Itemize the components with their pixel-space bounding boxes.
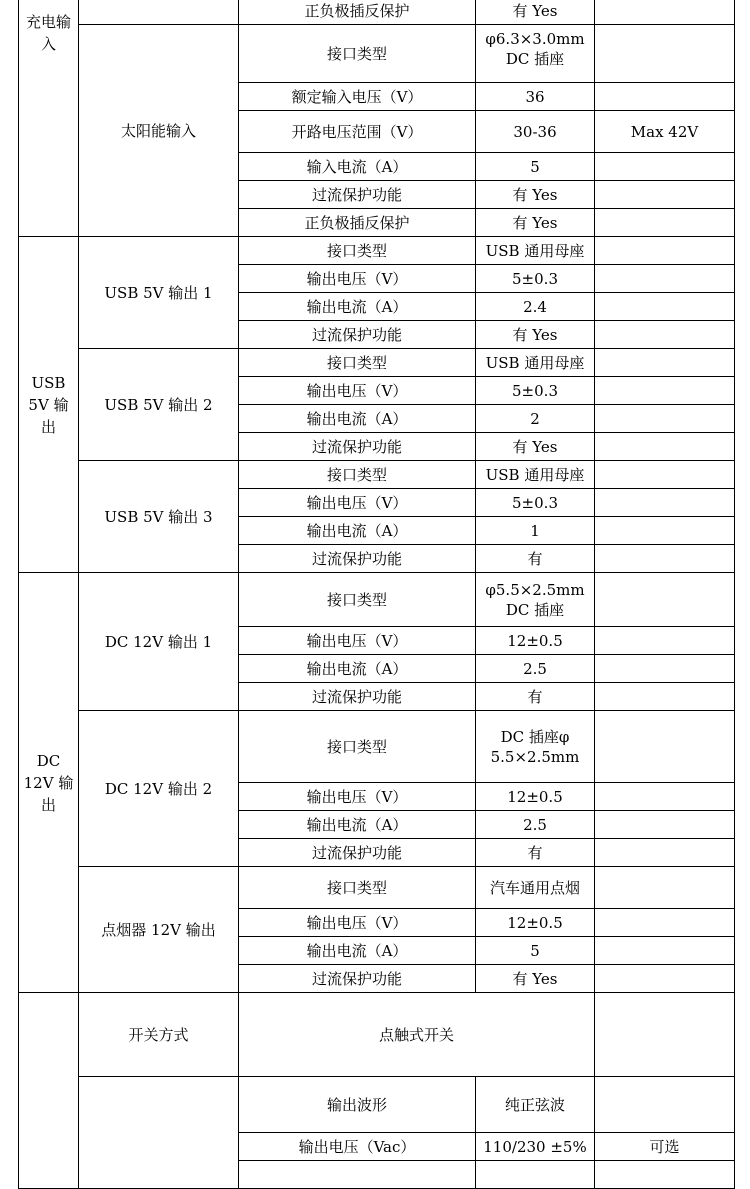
category-cell-ac-output <box>19 993 79 1189</box>
spec-label: 接口类型 <box>239 461 476 489</box>
spec-note <box>595 377 735 405</box>
spec-label: 输出波形 <box>239 1077 476 1133</box>
table-row <box>19 237 735 265</box>
spec-value <box>476 25 595 83</box>
spec-note <box>595 321 735 349</box>
spec-value: 30-36 <box>476 111 595 153</box>
subcategory-cell-cigarette-lighter: 点烟器 12V 输出 <box>79 867 239 993</box>
spec-value: 汽车通用点烟 <box>476 867 595 909</box>
spec-value: 2.5 <box>476 655 595 683</box>
spec-value: 纯正弦波 <box>476 1077 595 1133</box>
category-cell-charge-input: 充电输入 <box>19 0 79 237</box>
spec-value: 有 Yes <box>476 321 595 349</box>
spec-value: 12±0.5 <box>476 909 595 937</box>
table-row <box>19 25 735 83</box>
spec-note <box>595 349 735 377</box>
spec-note: 可选 <box>595 1133 735 1161</box>
spec-label: 开路电压范围（V） <box>239 111 476 153</box>
spec-note <box>595 181 735 209</box>
spec-value: 5±0.3 <box>476 377 595 405</box>
spec-note <box>595 909 735 937</box>
spec-label: 过流保护功能 <box>239 965 476 993</box>
subcategory-cell-dc-1: DC 12V 输出 1 <box>79 573 239 711</box>
spec-note <box>595 839 735 867</box>
subcategory-cell-solar: 太阳能输入 <box>79 25 239 237</box>
spec-label: 接口类型 <box>239 237 476 265</box>
spec-note <box>595 153 735 181</box>
table-row <box>19 867 735 909</box>
spec-label: 接口类型 <box>239 867 476 909</box>
spec-label: 过流保护功能 <box>239 545 476 573</box>
empty-cell <box>79 0 239 25</box>
spec-label: 接口类型 <box>239 711 476 783</box>
spec-note <box>595 209 735 237</box>
spec-note <box>595 937 735 965</box>
spec-note <box>595 293 735 321</box>
subcategory-cell-usb-3: USB 5V 输出 3 <box>79 461 239 573</box>
spec-value: 有 Yes <box>476 209 595 237</box>
subcategory-cell-usb-2: USB 5V 输出 2 <box>79 349 239 461</box>
spec-value: 110/230 ±5% <box>476 1133 595 1161</box>
spec-note <box>595 545 735 573</box>
subcategory-cell-usb-1: USB 5V 输出 1 <box>79 237 239 349</box>
spec-note <box>595 711 735 783</box>
spec-value: 有 <box>476 839 595 867</box>
spec-value: 有 Yes <box>476 965 595 993</box>
spec-label: 输出电流（A） <box>239 937 476 965</box>
spec-note <box>595 83 735 111</box>
category-cell-usb-output: USB 5V 输出 <box>19 237 79 573</box>
spec-value: USB 通用母座 <box>476 461 595 489</box>
spec-label: 输出电压（V） <box>239 265 476 293</box>
spec-note: Max 42V <box>595 111 735 153</box>
spec-label: 输出电压（V） <box>239 377 476 405</box>
spec-value: 5 <box>476 937 595 965</box>
table-row <box>19 573 735 627</box>
table-row <box>19 711 735 783</box>
spec-note <box>595 655 735 683</box>
table-row <box>19 993 735 1077</box>
spec-label: 输出电压（V） <box>239 909 476 937</box>
subcategory-cell-dc-2: DC 12V 输出 2 <box>79 711 239 867</box>
spec-note <box>595 867 735 909</box>
spec-value: 12±0.5 <box>476 783 595 811</box>
spec-note <box>595 265 735 293</box>
spec-value: 36 <box>476 83 595 111</box>
spec-label: 输入电流（A） <box>239 153 476 181</box>
spec-value: USB 通用母座 <box>476 349 595 377</box>
spec-value: 有 Yes <box>476 0 595 25</box>
spec-value: 点触式开关 <box>239 993 595 1077</box>
spec-note <box>595 405 735 433</box>
spec-value: 5±0.3 <box>476 489 595 517</box>
spec-value: 2.4 <box>476 293 595 321</box>
spec-value: 2.5 <box>476 811 595 839</box>
spec-note <box>595 783 735 811</box>
spec-label <box>239 1161 476 1189</box>
spec-value: 5±0.3 <box>476 265 595 293</box>
spec-label: 正负极插反保护 <box>239 209 476 237</box>
spec-label: 接口类型 <box>239 25 476 83</box>
spec-note <box>595 489 735 517</box>
spec-value: 1 <box>476 517 595 545</box>
spec-value: 有 Yes <box>476 433 595 461</box>
spec-note <box>595 0 735 25</box>
spec-note <box>595 993 735 1077</box>
spec-value: DC 插座φ 5.5×2.5mm <box>476 711 595 783</box>
spec-value: 有 <box>476 683 595 711</box>
spec-note <box>595 25 735 83</box>
spec-label: 过流保护功能 <box>239 433 476 461</box>
spec-note <box>595 433 735 461</box>
spec-note <box>595 573 735 627</box>
spec-value: USB 通用母座 <box>476 237 595 265</box>
spec-label: 额定输入电压（V） <box>239 83 476 111</box>
spec-label: 输出电压（V） <box>239 489 476 517</box>
spec-note <box>595 517 735 545</box>
spec-label: 开关方式 <box>79 993 239 1077</box>
spec-note <box>595 811 735 839</box>
spec-value-text: φ6.3×3.0mm DC 插座 <box>485 30 585 68</box>
spec-value: 12±0.5 <box>476 627 595 655</box>
spec-value: 5 <box>476 153 595 181</box>
spec-label: 输出电压（V） <box>239 627 476 655</box>
category-cell-dc-output: DC 12V 输出 <box>19 573 79 993</box>
spec-label: 输出电压（V） <box>239 783 476 811</box>
spec-label: 输出电流（A） <box>239 517 476 545</box>
table-row <box>19 1077 735 1133</box>
spec-label: 正负极插反保护 <box>239 0 476 25</box>
spec-label: 接口类型 <box>239 349 476 377</box>
spec-label: 输出电流（A） <box>239 811 476 839</box>
spec-label: 过流保护功能 <box>239 181 476 209</box>
spec-label: 输出电流（A） <box>239 293 476 321</box>
spec-label: 过流保护功能 <box>239 839 476 867</box>
spec-note <box>595 1161 735 1189</box>
table-row <box>19 0 735 25</box>
spec-note <box>595 965 735 993</box>
spec-value: 有 Yes <box>476 181 595 209</box>
table-row <box>19 461 735 489</box>
table-row <box>19 349 735 377</box>
spec-table <box>18 0 735 1189</box>
spec-label: 过流保护功能 <box>239 683 476 711</box>
spec-label: 过流保护功能 <box>239 321 476 349</box>
spec-value <box>476 1161 595 1189</box>
spec-value: 2 <box>476 405 595 433</box>
spec-note <box>595 683 735 711</box>
spec-label: 输出电压（Vac） <box>239 1133 476 1161</box>
spec-value: 有 <box>476 545 595 573</box>
spec-note <box>595 1077 735 1133</box>
spec-note <box>595 237 735 265</box>
spec-note <box>595 627 735 655</box>
spec-label: 接口类型 <box>239 573 476 627</box>
spec-note <box>595 461 735 489</box>
spec-label: 输出电流（A） <box>239 655 476 683</box>
spec-value: φ5.5×2.5mm DC 插座 <box>476 573 595 627</box>
spec-label: 输出电流（A） <box>239 405 476 433</box>
